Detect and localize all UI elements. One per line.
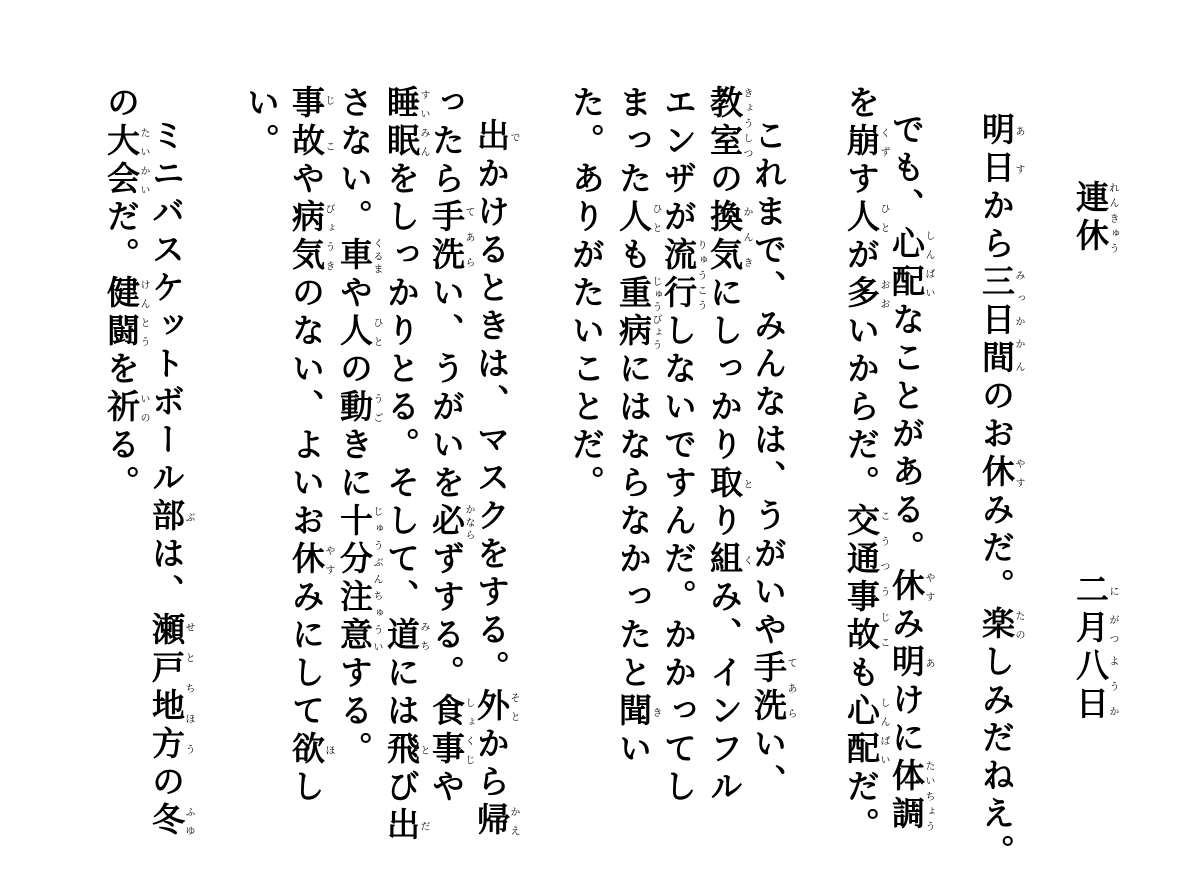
furigana-word [749, 650, 796, 726]
furigana-word [335, 503, 382, 655]
furigana-word [705, 199, 752, 275]
furigana-reading: ひと [650, 199, 661, 237]
furigana-reading: きょうしつ [741, 85, 752, 161]
body-text: だ。 [842, 769, 881, 845]
furigana-reading: す [1013, 150, 1024, 188]
kanji-text: 事故 [287, 85, 326, 161]
furigana-word [705, 85, 752, 161]
furigana-reading: あ [1013, 112, 1024, 150]
article-title [1071, 180, 1118, 256]
body-text: は、 [147, 536, 186, 612]
body-text: から [472, 726, 511, 802]
body-text: しないですんだ。かかってし [659, 313, 698, 807]
kanji-text: 人 [335, 313, 374, 351]
kanji-text: 帰 [472, 802, 511, 840]
furigana-word [382, 85, 429, 161]
kanji-text: 体調 [887, 758, 926, 834]
furigana-word [614, 693, 661, 731]
furigana-reading: しんぱい [878, 693, 889, 769]
body-text: には [382, 655, 421, 731]
furigana-word [887, 568, 934, 606]
body-text: や [335, 275, 374, 313]
body-text: でも、 [887, 112, 926, 226]
body-text: し [287, 769, 326, 807]
body-text: す [842, 161, 881, 199]
body-text: ミニバスケットボール [147, 118, 186, 498]
furigana-word [335, 389, 382, 427]
furigana-word [1071, 610, 1118, 648]
kanji-text: 冬 [147, 802, 186, 840]
body-text: をしっかりとる。そして、 [382, 161, 421, 617]
furigana-reading: みっかかん [1013, 264, 1024, 378]
paragraph-3-line-3 [382, 85, 429, 845]
body-text: けに [887, 682, 926, 758]
furigana-reading: おお [878, 275, 889, 313]
furigana-reading: く [741, 541, 752, 579]
paragraph-3-line-4 [335, 85, 382, 769]
furigana-word [102, 275, 149, 351]
kanji-text: 二 [1071, 572, 1110, 610]
body-text: や [287, 161, 326, 199]
furigana-word [977, 112, 1024, 150]
furigana-reading: みち [418, 617, 429, 655]
furigana-word [659, 237, 706, 313]
furigana-word [287, 731, 334, 769]
furigana-word [427, 693, 474, 769]
furigana-reading: ぶ [183, 498, 194, 536]
body-text: にしっかり [705, 275, 744, 465]
kanji-text: 睡眠 [382, 85, 421, 161]
body-text: り [705, 503, 744, 541]
furigana-word [977, 264, 1024, 378]
furigana-reading: たの [1013, 606, 1024, 644]
body-text: かけるときは、マスクをする。 [472, 156, 511, 688]
furigana-reading: せとちほう [183, 612, 194, 764]
furigana-reading: かんき [741, 199, 752, 275]
furigana-reading: しょくじ [463, 693, 474, 769]
furigana-word [887, 226, 934, 302]
furigana-reading: き [650, 693, 661, 731]
paragraph-1-line-3 [842, 85, 889, 845]
furigana-word [382, 807, 429, 845]
furigana-reading: だ [418, 807, 429, 845]
furigana-word [614, 275, 661, 351]
body-text: を [842, 85, 881, 123]
kanji-text: 多 [842, 275, 881, 313]
body-text: み、インフル [705, 579, 744, 807]
kanji-text: 崩 [842, 123, 881, 161]
kanji-text: 外 [472, 688, 511, 726]
kanji-text: 食事 [427, 693, 466, 769]
body-text: さない。 [335, 85, 374, 237]
furigana-word [472, 688, 519, 726]
paragraph-2-line-1 [749, 118, 796, 802]
kanji-text: 欲 [287, 731, 326, 769]
body-text: しみだねえ。 [977, 644, 1016, 872]
furigana-reading: がつ [1107, 610, 1118, 648]
furigana-reading: かえ [508, 802, 519, 840]
paragraph-3-line-5 [287, 85, 334, 807]
furigana-word [977, 606, 1024, 644]
body-text: や [427, 769, 466, 807]
furigana-reading: じこ [323, 85, 334, 161]
furigana-word [287, 85, 334, 161]
furigana-word [472, 118, 519, 156]
furigana-reading: と [418, 731, 429, 769]
kanji-text: 取 [705, 465, 744, 503]
kanji-text: 教室 [705, 85, 744, 161]
furigana-reading: と [741, 465, 752, 503]
body-text: だ。 [102, 199, 141, 275]
body-text: い [614, 731, 653, 769]
kanji-text: 心配 [842, 693, 881, 769]
kanji-text: 日 [977, 150, 1016, 188]
furigana-word [335, 237, 382, 275]
body-text: び [382, 769, 421, 807]
kanji-text: 大会 [102, 123, 141, 199]
furigana-reading: こうつうじこ [878, 503, 889, 655]
furigana-reading: ふゆ [183, 802, 194, 840]
furigana-word [287, 541, 334, 579]
furigana-word [842, 199, 889, 237]
furigana-word [614, 199, 661, 237]
body-text: いからだ。 [842, 313, 881, 503]
furigana-reading: ようか [1107, 648, 1118, 724]
furigana-reading: やす [923, 568, 934, 606]
furigana-reading: りゅうこう [695, 237, 706, 313]
body-text: なことがある。 [887, 302, 926, 568]
furigana-reading: じゅうぶんちゅうい [371, 503, 382, 655]
body-text: の [705, 161, 744, 199]
paragraph-2-line-5 [567, 85, 606, 503]
furigana-word [887, 758, 934, 834]
furigana-reading: やす [1013, 454, 1024, 492]
body-text: にはならなかったと [614, 351, 653, 693]
body-text: た。ありがたいことだ。 [567, 85, 606, 503]
paragraph-3-line-1 [472, 118, 519, 840]
kanji-text: 組 [705, 541, 744, 579]
body-text: み [887, 606, 926, 644]
kanji-text: 聞 [614, 693, 653, 731]
furigana-reading: いの [138, 389, 149, 427]
paragraph-1-line-2 [887, 112, 934, 834]
body-text: る。 [102, 427, 141, 503]
furigana-word [977, 150, 1024, 188]
furigana-reading: すいみん [418, 85, 429, 161]
furigana-word [382, 617, 429, 655]
body-text: の [147, 764, 186, 802]
furigana-reading: たいかい [138, 123, 149, 199]
furigana-reading: しんぱい [923, 226, 934, 302]
body-text: ずする。 [427, 541, 466, 693]
kanji-text: 休 [977, 454, 1016, 492]
paragraph-2-line-3 [659, 85, 706, 807]
kanji-text: 出 [382, 807, 421, 845]
furigana-word [842, 123, 889, 161]
paragraph-2-line-4 [614, 85, 661, 769]
furigana-word [977, 454, 1024, 492]
body-text: これまで、みんなは、うがいや [749, 118, 788, 650]
furigana-reading: ほ [323, 731, 334, 769]
kanji-text: 飛 [382, 731, 421, 769]
furigana-reading: やす [323, 541, 334, 579]
body-text: きに [335, 427, 374, 503]
body-text: の [335, 351, 374, 389]
body-text: する。 [335, 655, 374, 769]
body-text: みだ。 [977, 492, 1016, 606]
furigana-reading: れんきゅう [1107, 180, 1118, 256]
paragraph-3-line-6 [242, 85, 281, 161]
kanji-text: 道 [382, 617, 421, 655]
furigana-word [102, 389, 149, 427]
body-text: のお [977, 378, 1016, 454]
furigana-reading: てあら [463, 199, 474, 275]
furigana-reading: てあら [785, 650, 796, 726]
kanji-text: 車 [335, 237, 374, 275]
furigana-word [1071, 648, 1118, 724]
kanji-text: 楽 [977, 606, 1016, 644]
kanji-text: 瀬戸地方 [147, 612, 186, 764]
kanji-text: 手洗 [749, 650, 788, 726]
paragraph-3-line-2 [427, 85, 474, 807]
furigana-reading: ひと [371, 313, 382, 351]
furigana-word [472, 802, 519, 840]
furigana-word [842, 275, 889, 313]
paragraph-4-line-1 [147, 118, 194, 840]
furigana-word [705, 541, 752, 579]
kanji-text: 出 [472, 118, 511, 156]
furigana-reading: あ [923, 644, 934, 682]
kanji-text: 祈 [102, 389, 141, 427]
paragraph-1-line-1 [977, 112, 1024, 872]
furigana-reading: に [1107, 572, 1118, 610]
body-text: も [614, 237, 653, 275]
paragraph-4-line-2 [102, 85, 149, 503]
kanji-text: 病気 [287, 199, 326, 275]
kanji-text: 動 [335, 389, 374, 427]
furigana-word [382, 731, 429, 769]
furigana-reading: うご [371, 389, 382, 427]
furigana-word [427, 503, 474, 541]
furigana-word [335, 313, 382, 351]
furigana-word [1071, 180, 1118, 256]
furigana-reading: けんとう [138, 275, 149, 351]
kanji-text: 連休 [1071, 180, 1110, 256]
body-text: エンザが [659, 85, 698, 237]
kanji-text: 換気 [705, 199, 744, 275]
article-date [1071, 572, 1118, 724]
furigana-word [887, 644, 934, 682]
furigana-word [287, 199, 334, 275]
body-text: のない、よいお [287, 275, 326, 541]
kanji-text: 手洗 [427, 199, 466, 275]
kanji-text: 月 [1071, 610, 1110, 648]
kanji-text: 部 [147, 498, 186, 536]
body-text: い、 [749, 726, 788, 802]
furigana-reading: ひと [878, 199, 889, 237]
kanji-text: 八日 [1071, 648, 1110, 724]
body-text: も [842, 655, 881, 693]
furigana-reading: かなら [463, 503, 474, 541]
paragraph-2-line-2 [705, 85, 752, 807]
kanji-text: 明 [977, 112, 1016, 150]
furigana-reading: たいちょう [923, 758, 934, 834]
furigana-word [147, 802, 194, 840]
furigana-word [102, 123, 149, 199]
body-text: ったら [427, 85, 466, 199]
furigana-reading: くず [878, 123, 889, 161]
body-text: い。 [242, 85, 281, 161]
kanji-text: 交通事故 [842, 503, 881, 655]
body-text: い、うがいを [427, 275, 466, 503]
furigana-word [147, 612, 194, 764]
body-text: まった [614, 85, 653, 199]
furigana-word [842, 503, 889, 655]
kanji-text: 健闘 [102, 275, 141, 351]
body-text: みにして [287, 579, 326, 731]
furigana-reading: びょうき [323, 199, 334, 275]
kanji-text: 明 [887, 644, 926, 682]
furigana-reading: くるま [371, 237, 382, 275]
furigana-word [427, 199, 474, 275]
kanji-text: 人 [614, 199, 653, 237]
kanji-text: 心配 [887, 226, 926, 302]
body-text: を [102, 351, 141, 389]
furigana-word [1071, 572, 1118, 610]
kanji-text: 休 [887, 568, 926, 606]
kanji-text: 十分注意 [335, 503, 374, 655]
body-text: の [102, 85, 141, 123]
kanji-text: 重病 [614, 275, 653, 351]
kanji-text: 流行 [659, 237, 698, 313]
body-text: から [977, 188, 1016, 264]
furigana-word [842, 693, 889, 769]
kanji-text: 人 [842, 199, 881, 237]
furigana-reading: で [508, 118, 519, 156]
kanji-text: 休 [287, 541, 326, 579]
furigana-reading: そと [508, 688, 519, 726]
furigana-word [705, 465, 752, 503]
furigana-word [147, 498, 194, 536]
body-text: が [842, 237, 881, 275]
furigana-reading: じゅうびょう [650, 275, 661, 351]
kanji-text: 三日間 [977, 264, 1016, 378]
kanji-text: 必 [427, 503, 466, 541]
